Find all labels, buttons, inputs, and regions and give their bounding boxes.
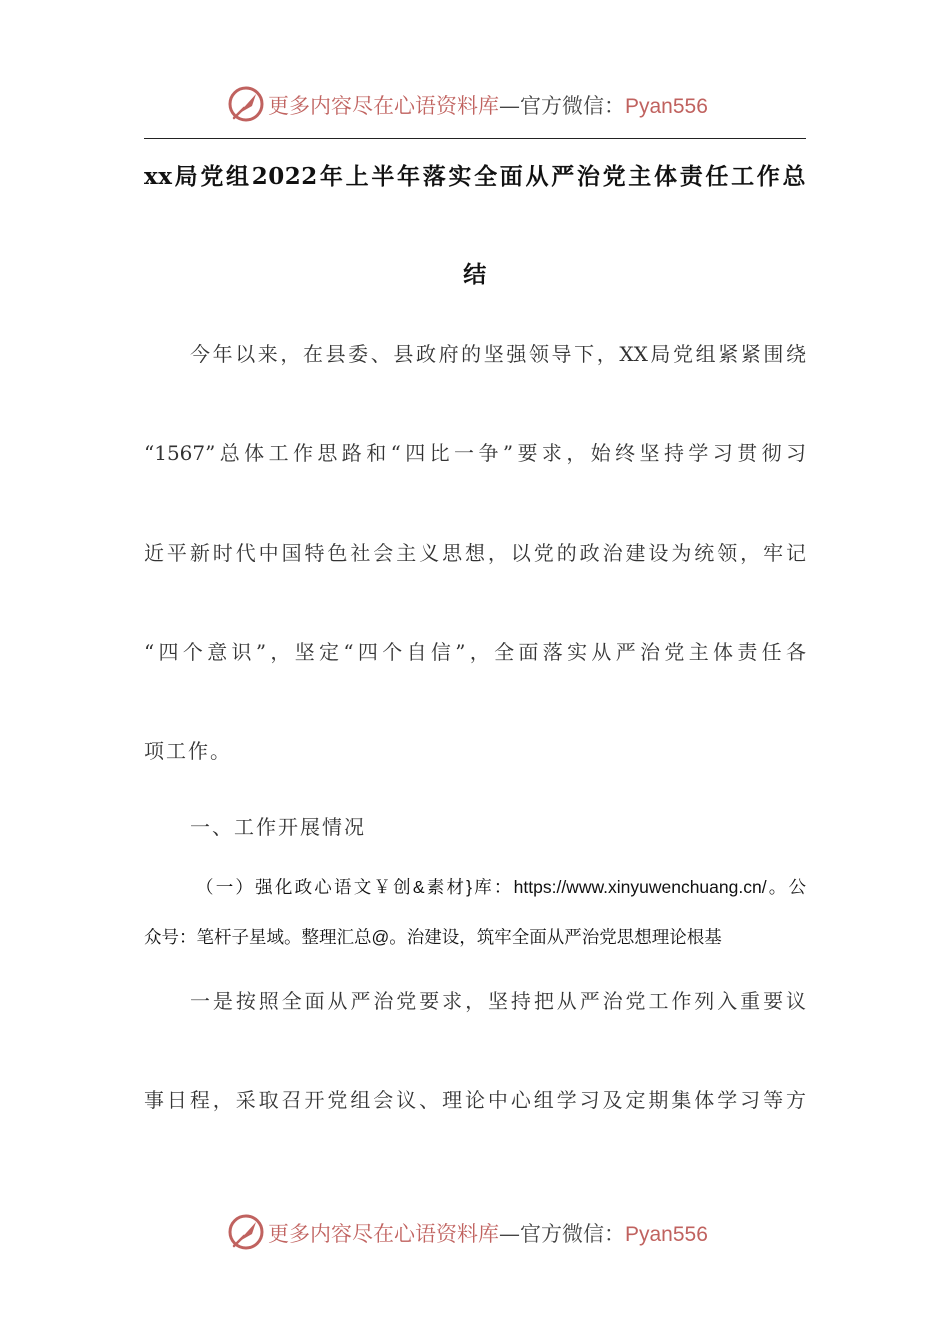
quill-logo-icon (226, 84, 266, 124)
banner-separator: — (499, 1222, 520, 1246)
paragraph-1-line-3: 近平新时代中国特色社会主义思想，以党的政治建设为统领，牢记 (144, 541, 806, 565)
banner-label: 官方微信： (520, 94, 625, 118)
banner-wechat-id: Pyan556 (625, 95, 708, 118)
paragraph-2-line-2: 事日程，采取召开党组会议、理论中心组学习及定期集体学习等方 (144, 1088, 806, 1112)
footer-banner (0, 1210, 950, 1254)
paragraph-1-line-1: 今年以来，在县委、县政府的坚强领导下，XX局党组紧紧围绕 (190, 342, 806, 366)
paragraph-1-line-4: “四个意识”，坚定“四个自信”，全面落实从严治党主体责任各 (144, 640, 806, 664)
paragraph-1-line-2: “1567”总体工作思路和“四比一争”要求，始终坚持学习贯彻习 (144, 441, 806, 465)
section-heading: 一、工作开展情况 (190, 815, 366, 839)
banner-label: 官方微信： (520, 1222, 625, 1246)
banner-main-text: 更多内容尽在心语资料库 (268, 94, 499, 118)
paragraph-1-line-5: 项工作。 (144, 739, 232, 763)
header-banner-text (268, 90, 708, 120)
paragraph-2-line-1: 一是按照全面从严治党要求，坚持把从严治党工作列入重要议 (190, 989, 806, 1013)
banner-main-text: 更多内容尽在心语资料库 (268, 1222, 499, 1246)
header-banner (0, 82, 950, 126)
quill-logo-icon (226, 1212, 266, 1252)
header-divider (144, 138, 806, 139)
banner-separator: — (499, 94, 520, 118)
subheading-line-1: （一）强化政心语文￥创&素材}库：https://www.xinyuwenchuang.cn/。公 (196, 877, 806, 897)
banner-wechat-id: Pyan556 (625, 1223, 708, 1246)
footer-banner-text (268, 1218, 708, 1248)
document-title-line-2: 结 (463, 261, 487, 288)
subheading-line-2: 众号：笔杆子星域。整理汇总@。治建设，筑牢全面从严治党思想理论根基 (144, 927, 722, 947)
document-title-line-1: xx局党组2022年上半年落实全面从严治党主体责任工作总 (144, 163, 806, 190)
